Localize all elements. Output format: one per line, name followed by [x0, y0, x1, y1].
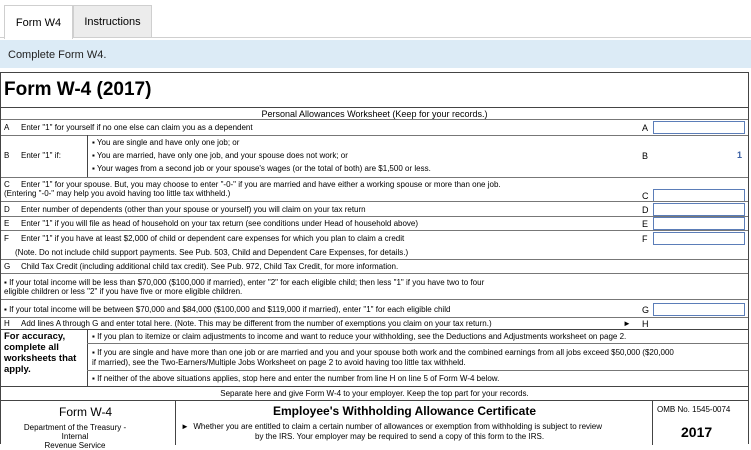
line-d-marker: D — [642, 205, 649, 215]
cert-line: Whether you are entitled to claim a certain number of allowances or exemption from withholding is subject to review — [193, 422, 603, 431]
line-d-code: D — [4, 205, 10, 214]
divider — [87, 370, 748, 371]
line-f-text: Enter "1" if you have at least $2,000 of child or dependent care expenses for which you plan to claim a credit — [21, 234, 405, 243]
footer-department — [15, 423, 135, 450]
line-f-code: F — [4, 234, 9, 243]
accuracy-bullet-2b: if married), see the Two-Earners/Multiple Jobs Worksheet on page 2 to avoid having too little tax withheld. — [92, 358, 466, 367]
tab-divider — [0, 37, 751, 38]
divider — [87, 329, 88, 386]
divider — [1, 177, 748, 178]
accuracy-line: For accuracy, — [4, 331, 66, 342]
form-year: 2017 — [681, 424, 713, 440]
line-b-bullet-3: ▪ Your wages from a second job or your spouse's wages (or the total of both) are $1,500 or less. — [92, 164, 431, 173]
cert-line: by the IRS. Your employer may be required to send a copy of this form to the IRS. — [255, 432, 545, 441]
line-h-marker: H — [642, 319, 649, 329]
divider — [1, 317, 748, 318]
instruction-banner: Complete Form W4. — [0, 40, 751, 68]
line-a-input[interactable] — [653, 121, 745, 134]
dept-line: Revenue Service — [44, 441, 106, 450]
line-g-text: Child Tax Credit (including additional child tax credit). See Pub. 972, Child Tax Credit, for more information. — [21, 262, 399, 271]
divider — [1, 259, 748, 260]
divider — [1, 216, 748, 217]
divider — [1, 400, 748, 401]
line-c-text-2: (Entering "-0-" may help you avoid having too little tax withheld.) — [4, 189, 231, 198]
accuracy-line: apply. — [4, 364, 31, 375]
bullet-text: Your wages from a second job or your spouse's wages (or the total of both) are $1,500 or less. — [96, 164, 431, 173]
accuracy-bullet-2a: ▪ If you are single and have more than one job or are married and you and your spouse both work and the combined earnings from all jobs exceed $50,000 ($20,000 — [92, 348, 674, 357]
line-d-text: Enter number of dependents (other than your spouse or yourself) you will claim on your tax return — [21, 205, 366, 214]
line-g-bullet-1b: eligible children or less "2" if you have five or more eligible children. — [4, 287, 243, 296]
line-g-input[interactable] — [653, 303, 745, 316]
divider — [87, 343, 748, 344]
line-a-text: Enter "1" for yourself if no one else can claim you as a dependent — [21, 123, 253, 132]
bullet-text: You are single and have only one job; or — [96, 138, 240, 147]
separator-text: Separate here and give Form W-4 to your employer. Keep the top part for your records. — [220, 389, 529, 398]
line-e-code: E — [4, 219, 10, 228]
worksheet-title: Personal Allowances Worksheet (Keep for your records.) — [261, 109, 488, 119]
line-c-text-1: Enter "1" for your spouse. But, you may choose to enter "-0-" if you are married and have either a working spouse or more than one job. — [21, 180, 501, 189]
divider — [1, 135, 748, 136]
line-e-marker: E — [642, 219, 649, 229]
bullet-text: If you are single and have more than one job or are married and you and your spouse both work and the combined earnings from all jobs exceed $50,000 ($20,000 — [97, 348, 674, 357]
line-f-marker: F — [642, 234, 648, 244]
accuracy-line: worksheets that — [4, 353, 77, 364]
certificate-title: Employee's Withholding Allowance Certificate — [273, 404, 537, 418]
divider — [1, 201, 748, 202]
line-c-code: C — [4, 180, 10, 189]
bullet-text: If neither of the above situations applies, stop here and enter the number from line H on line 5 of Form W-4 below. — [97, 374, 500, 383]
line-f-input[interactable] — [653, 232, 745, 245]
line-a-code: A — [4, 123, 10, 132]
line-d-input[interactable] — [653, 203, 745, 216]
divider — [652, 400, 653, 445]
line-h-text: Add lines A through G and enter total here. (Note. This may be different from the number of exemptions you claim on your tax return.) — [21, 319, 492, 328]
certificate-subtitle — [181, 422, 602, 442]
bullet-text: If your total income will be less than $70,000 ($100,000 if married), enter "2" for each eligible child; then less "1" if you have two to four — [9, 278, 485, 287]
tab-bar — [0, 0, 751, 38]
divider — [1, 230, 748, 231]
line-b-code: B — [4, 151, 10, 160]
tab-form-w4[interactable]: Form W4 — [4, 5, 73, 39]
divider — [1, 299, 748, 300]
line-g-marker: G — [642, 305, 650, 315]
bullet-text: If your total income will be between $70,000 and $84,000 ($100,000 and $119,000 if married), enter "1" for each eligible child — [9, 305, 451, 314]
line-f-note: (Note. Do not include child support payments. See Pub. 503, Child and Dependent Care Expenses, for details.) — [15, 248, 409, 257]
line-b-value: 1 — [653, 150, 745, 163]
accuracy-bullet-3: ▪ If neither of the above situations applies, stop here and enter the number from line H on line 5 of Form W-4 below. — [92, 374, 500, 383]
line-h-code: H — [4, 319, 10, 328]
page-title: Form W-4 (2017) — [4, 79, 152, 100]
arrow-icon: ► — [181, 422, 189, 431]
line-e-input[interactable] — [653, 217, 745, 230]
divider — [1, 386, 748, 387]
w4-form — [0, 72, 749, 450]
divider — [175, 400, 176, 445]
bullet-text: If you plan to itemize or claim adjustments to income and want to reduce your withholding, see the Deductions and Adjustments worksheet on page 2. — [97, 332, 627, 341]
line-a-marker: A — [642, 123, 649, 133]
line-g-code: G — [4, 262, 11, 271]
line-g-bullet-1a: ▪ If your total income will be less than $70,000 ($100,000 if married), enter "2" for each eligible child; then less "1" if you have two to four — [4, 278, 485, 287]
divider — [1, 119, 748, 120]
line-e-text: Enter "1" if you will file as head of household on your tax return (see conditions under Head of household above) — [21, 219, 419, 228]
accuracy-bullet-1: ▪ If you plan to itemize or claim adjustments to income and want to reduce your withholding, see the Deductions and Adjustments worksheet on page 2. — [92, 332, 627, 341]
omb-number: OMB No. 1545-0074 — [657, 405, 731, 414]
line-c-marker: C — [642, 191, 649, 201]
divider — [1, 107, 748, 108]
line-g-bullet-2: ▪ If your total income will be between $70,000 and $84,000 ($100,000 and $119,000 if married), enter "1" for each eligible child — [4, 305, 451, 314]
accuracy-line: complete all — [4, 342, 59, 353]
accuracy-label — [4, 331, 76, 375]
line-b-text: Enter "1" if: — [21, 151, 61, 160]
line-b-bullet-2: ▪ You are married, have only one job, and your spouse does not work; or — [92, 151, 348, 160]
line-b-bullet-1: ▪ You are single and have only one job; or — [92, 138, 240, 147]
divider — [1, 329, 748, 330]
bullet-text: You are married, have only one job, and your spouse does not work; or — [96, 151, 348, 160]
footer-form-name: Form W-4 — [59, 405, 113, 419]
dept-line: Department of the Treasury - Internal — [23, 423, 127, 441]
divider — [1, 273, 748, 274]
divider — [87, 135, 88, 177]
arrow-icon: ► — [623, 319, 631, 328]
line-b-marker: B — [642, 151, 649, 161]
tab-instructions[interactable]: Instructions — [73, 5, 152, 38]
